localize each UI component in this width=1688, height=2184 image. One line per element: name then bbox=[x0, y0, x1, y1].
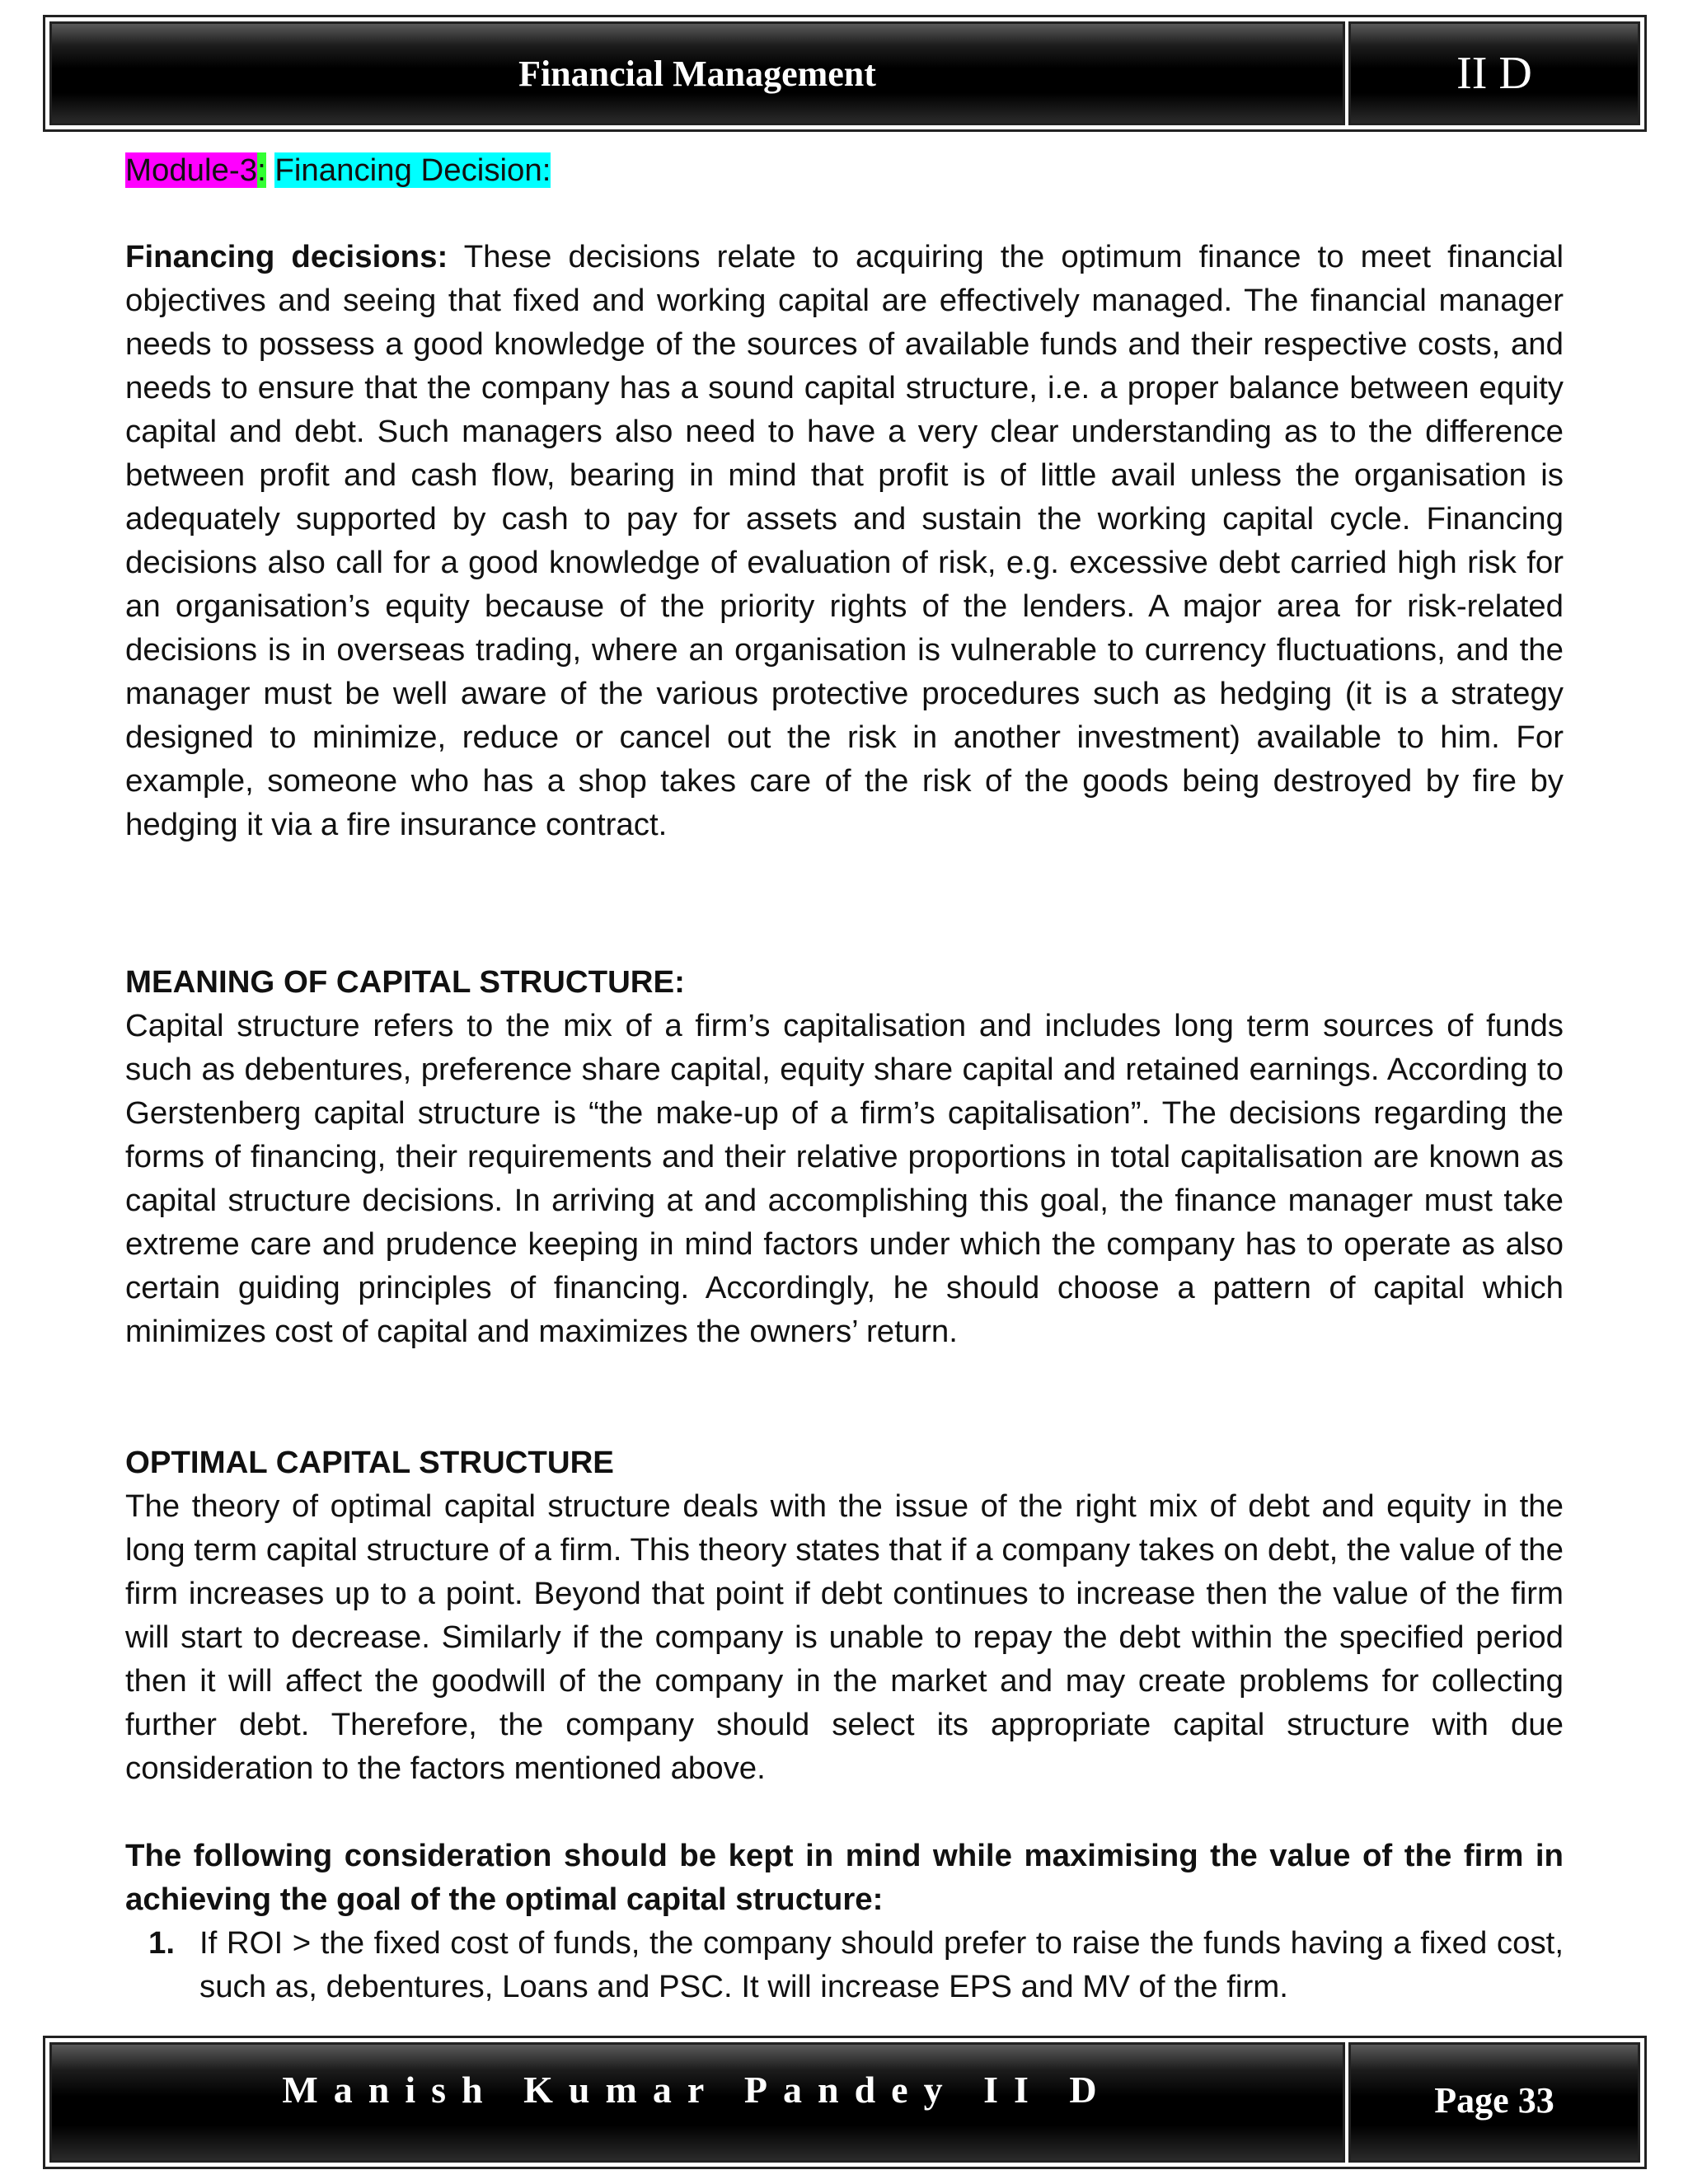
financing-section bbox=[125, 235, 1564, 846]
footer-page bbox=[1348, 2042, 1640, 2163]
footer-author-text: Manish Kumar Pandey II D bbox=[282, 2069, 1113, 2111]
module-colon: : bbox=[257, 152, 266, 188]
module-title bbox=[125, 148, 1564, 192]
list-item-text: If ROI > the fixed cost of funds, the company should prefer to raise the funds having a fixed cost, such as, debentures, Loans and PSC. It will increase EPS and MV of the firm. bbox=[199, 1925, 1564, 2004]
header-code-text: II D bbox=[1456, 48, 1532, 99]
considerations-section bbox=[125, 1834, 1564, 2008]
footer-author bbox=[49, 2042, 1345, 2163]
optimal-paragraph: The theory of optimal capital structure deals with the issue of the right mix of debt and equity in the long term capital structure of a firm. This theory states that if a company takes on debt, the value of the firm increases up to a point. Beyond that point if debt continues to increase then the value of the firm will start to decrease. Similarly if the company is unable to repay the debt within the specified period then it will affect the goodwill of the company in the market and may create problems for collecting further debt. Therefore, the company should select its appropriate capital structure with due consideration to the factors mentioned above. bbox=[125, 1488, 1564, 1786]
header-title-text: Financial Management bbox=[518, 53, 876, 94]
meaning-paragraph: Capital structure refers to the mix of a firm’s capitalisation and includes long term sources of funds such as debentures, preference share capital, equity share capital and retained earnings. According to Gerstenberg capital structure is “the make-up of a firm’s capitalisation”. The decisions regarding the forms of financing, their requirements and their relative proportions in total capitalisation are known as capital structure decisions. In arriving at and accomplishing this goal, the finance manager must take extreme care and prudence keeping in mind factors under which the company has to operate as also certain guiding principles of financing. Accordingly, he should choose a pattern of capital which minimizes cost of capital and maximizes the owners’ return. bbox=[125, 1008, 1564, 1349]
financing-paragraph bbox=[125, 235, 1564, 846]
list-item-number: 1. bbox=[148, 1925, 175, 1961]
header-title bbox=[49, 21, 1345, 125]
optimal-heading: OPTIMAL CAPITAL STRUCTURE bbox=[125, 1445, 614, 1480]
meaning-heading: MEANING OF CAPITAL STRUCTURE: bbox=[125, 964, 685, 1000]
page-number: Page 33 bbox=[1434, 2080, 1554, 2121]
considerations-heading: The following consideration should be kept in mind while maximising the value of the firm in achieving the goal of the optimal capital structure: bbox=[125, 1838, 1564, 1917]
header-code bbox=[1348, 21, 1640, 125]
financing-lead: Financing decisions: bbox=[125, 239, 448, 274]
list-item bbox=[125, 1921, 1564, 2008]
optimal-section bbox=[125, 1441, 1564, 1790]
module-label: Module-3 bbox=[125, 152, 258, 188]
financing-text: These decisions relate to acquiring the optimum finance to meet financial objectives and seeing that fixed and working capital are effectively managed. The financial manager needs to possess a good knowledge of the sources of available funds and their respective costs, and needs to ensure that the company has a sound capital structure, i.e. a proper balance between equity capital and debt. Such managers also need to have a very clear understanding as to the difference between profit and cash flow, bearing in mind that profit is of little avail unless the organisation is adequately supported by cash to pay for assets and sustain the working capital cycle. Financing decisions also call for a good knowledge of evaluation of risk, e.g. excessive debt carried high risk for an organisation’s equity because of the priority rights of the lenders. A major area for risk-related decisions is in overseas trading, where an organisation is vulnerable to currency fluctuations, and the manager must be well aware of the various protective procedures such as hedging (it is a strategy designed to minimize, reduce or cancel out the risk in another investment) available to him. For example, someone who has a shop takes care of the risk of the goods being destroyed by fire by hedging it via a fire insurance contract. bbox=[125, 239, 1564, 842]
meaning-section bbox=[125, 960, 1564, 1353]
considerations-list bbox=[125, 1921, 1564, 2008]
module-topic: Financing Decision: bbox=[274, 152, 551, 188]
